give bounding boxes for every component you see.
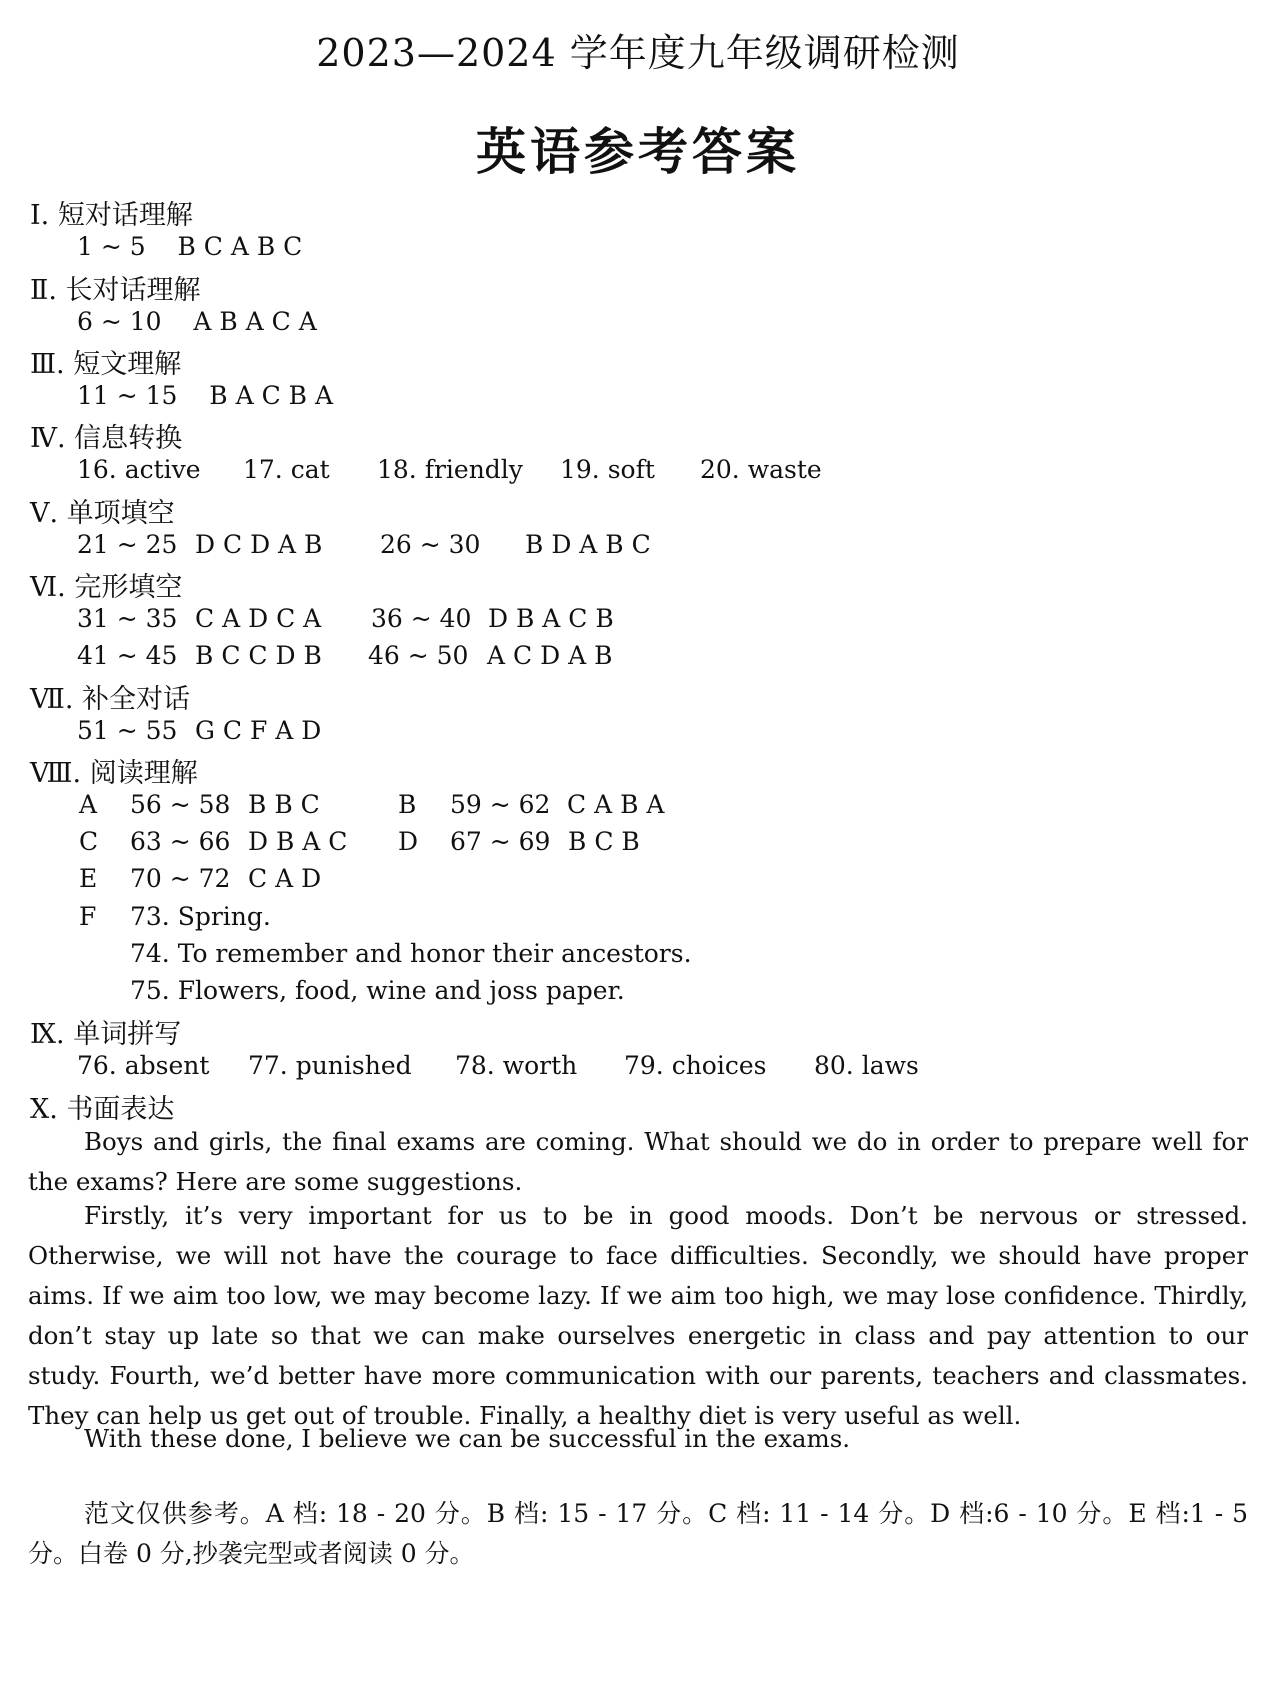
range-59-62: 59 ~ 62 [450,790,551,819]
essay-paragraph-2: Firstly, it’s very important for us to be in good moods. Don’t be nervous or stressed. Otherwise, we will not have the courage to face difficulties. Secondly, we should have proper aims. If we aim too low, we may become lazy. If we aim too high, we may lose confidence. Thirdly, don’t stay up late so that we can make ourselves energetic in class and pay attention to our study. Fourth, we’d better have more communication with our parents, teachers and classmates. They can help us get out of trouble. Finally, a healthy diet is very useful as well. [28,1201,1248,1430]
section-6-title: Ⅵ. 完形填空 [30,572,183,603]
answers-21-25: D C D A B [195,530,323,559]
range-63-66: 63 ~ 66 [130,827,231,856]
range-46-50: 46 ~ 50 [368,641,469,670]
passage-f-label: F [79,902,97,931]
essay-paragraph-3: With these done, I believe we can be successful in the exams. [84,1424,851,1453]
answers-59-62: C A B A [567,790,665,819]
section-10-title: Ⅹ. 书面表达 [30,1094,175,1125]
answer-16: 16. active [77,455,201,484]
answer-19: 19. soft [560,455,655,484]
answer-76: 76. absent [77,1051,210,1080]
answer-77: 77. punished [248,1051,412,1080]
answer-79: 79. choices [624,1051,767,1080]
section-2-answers: 6 ~ 10 A B A C A [77,307,317,336]
range-41-45: 41 ~ 45 [77,641,178,670]
range-21-25: 21 ~ 25 [77,530,178,559]
range-51-55: 51 ~ 55 [77,716,178,745]
answers-51-55: G C F A D [195,716,322,745]
passage-e-label: E [79,864,98,893]
section-9-title: Ⅸ. 单词拼写 [30,1019,182,1050]
answers-26-30: B D A B C [525,530,651,559]
passage-d-label: D [398,827,419,856]
range-70-72: 70 ~ 72 [130,864,231,893]
range-67-69: 67 ~ 69 [450,827,551,856]
section-1-title: Ⅰ. 短对话理解 [30,200,193,231]
range-26-30: 26 ~ 30 [380,530,481,559]
section-3-title: Ⅲ. 短文理解 [30,349,182,380]
range-56-58: 56 ~ 58 [130,790,231,819]
answers-46-50: A C D A B [487,641,613,670]
answers-56-58: B B C [248,790,320,819]
answer-17: 17. cat [243,455,330,484]
answer-74: 74. To remember and honor their ancestors. [130,939,692,968]
grading-note: 范文仅供参考。A 档: 18 - 20 分。B 档: 15 - 17 分。C 档: 11 - 14 分。D 档:6 - 10 分。E 档:1 - 5 分。白卷 0 分,抄袭完型或者阅读 0 分。 [28,1499,1248,1568]
range-31-35: 31 ~ 35 [77,604,178,633]
answer-75: 75. Flowers, food, wine and joss paper. [130,976,625,1005]
answers-41-45: B C C D B [195,641,322,670]
answers-63-66: D B A C [248,827,348,856]
section-1-answers: 1 ~ 5 B C A B C [77,232,303,261]
answers-67-69: B C B [568,827,640,856]
exam-title: 2023—2024 学年度九年级调研检测 [316,31,960,75]
passage-a-label: A [79,790,98,819]
answers-70-72: C A D [248,864,322,893]
answer-18: 18. friendly [377,455,523,484]
section-5-title: Ⅴ. 单项填空 [30,498,175,529]
passage-b-label: B [398,790,417,819]
answer-73: 73. Spring. [130,902,271,931]
range-36-40: 36 ~ 40 [371,604,472,633]
section-2-title: Ⅱ. 长对话理解 [30,275,201,306]
answer-78: 78. worth [455,1051,578,1080]
answers-36-40: D B A C B [488,604,614,633]
answer-20: 20. waste [700,455,822,484]
essay-paragraph-1: Boys and girls, the final exams are coming. What should we do in order to prepare well for the exams? Here are some suggestions. [28,1127,1248,1196]
answers-31-35: C A D C A [195,604,322,633]
section-4-title: Ⅳ. 信息转换 [30,423,183,454]
answer-key-title: 英语参考答案 [476,122,800,181]
answer-80: 80. laws [814,1051,919,1080]
section-3-answers: 11 ~ 15 B A C B A [77,381,334,410]
section-8-title: Ⅷ. 阅读理解 [30,758,198,789]
passage-c-label: C [79,827,99,856]
section-7-title: Ⅶ. 补全对话 [30,684,191,715]
